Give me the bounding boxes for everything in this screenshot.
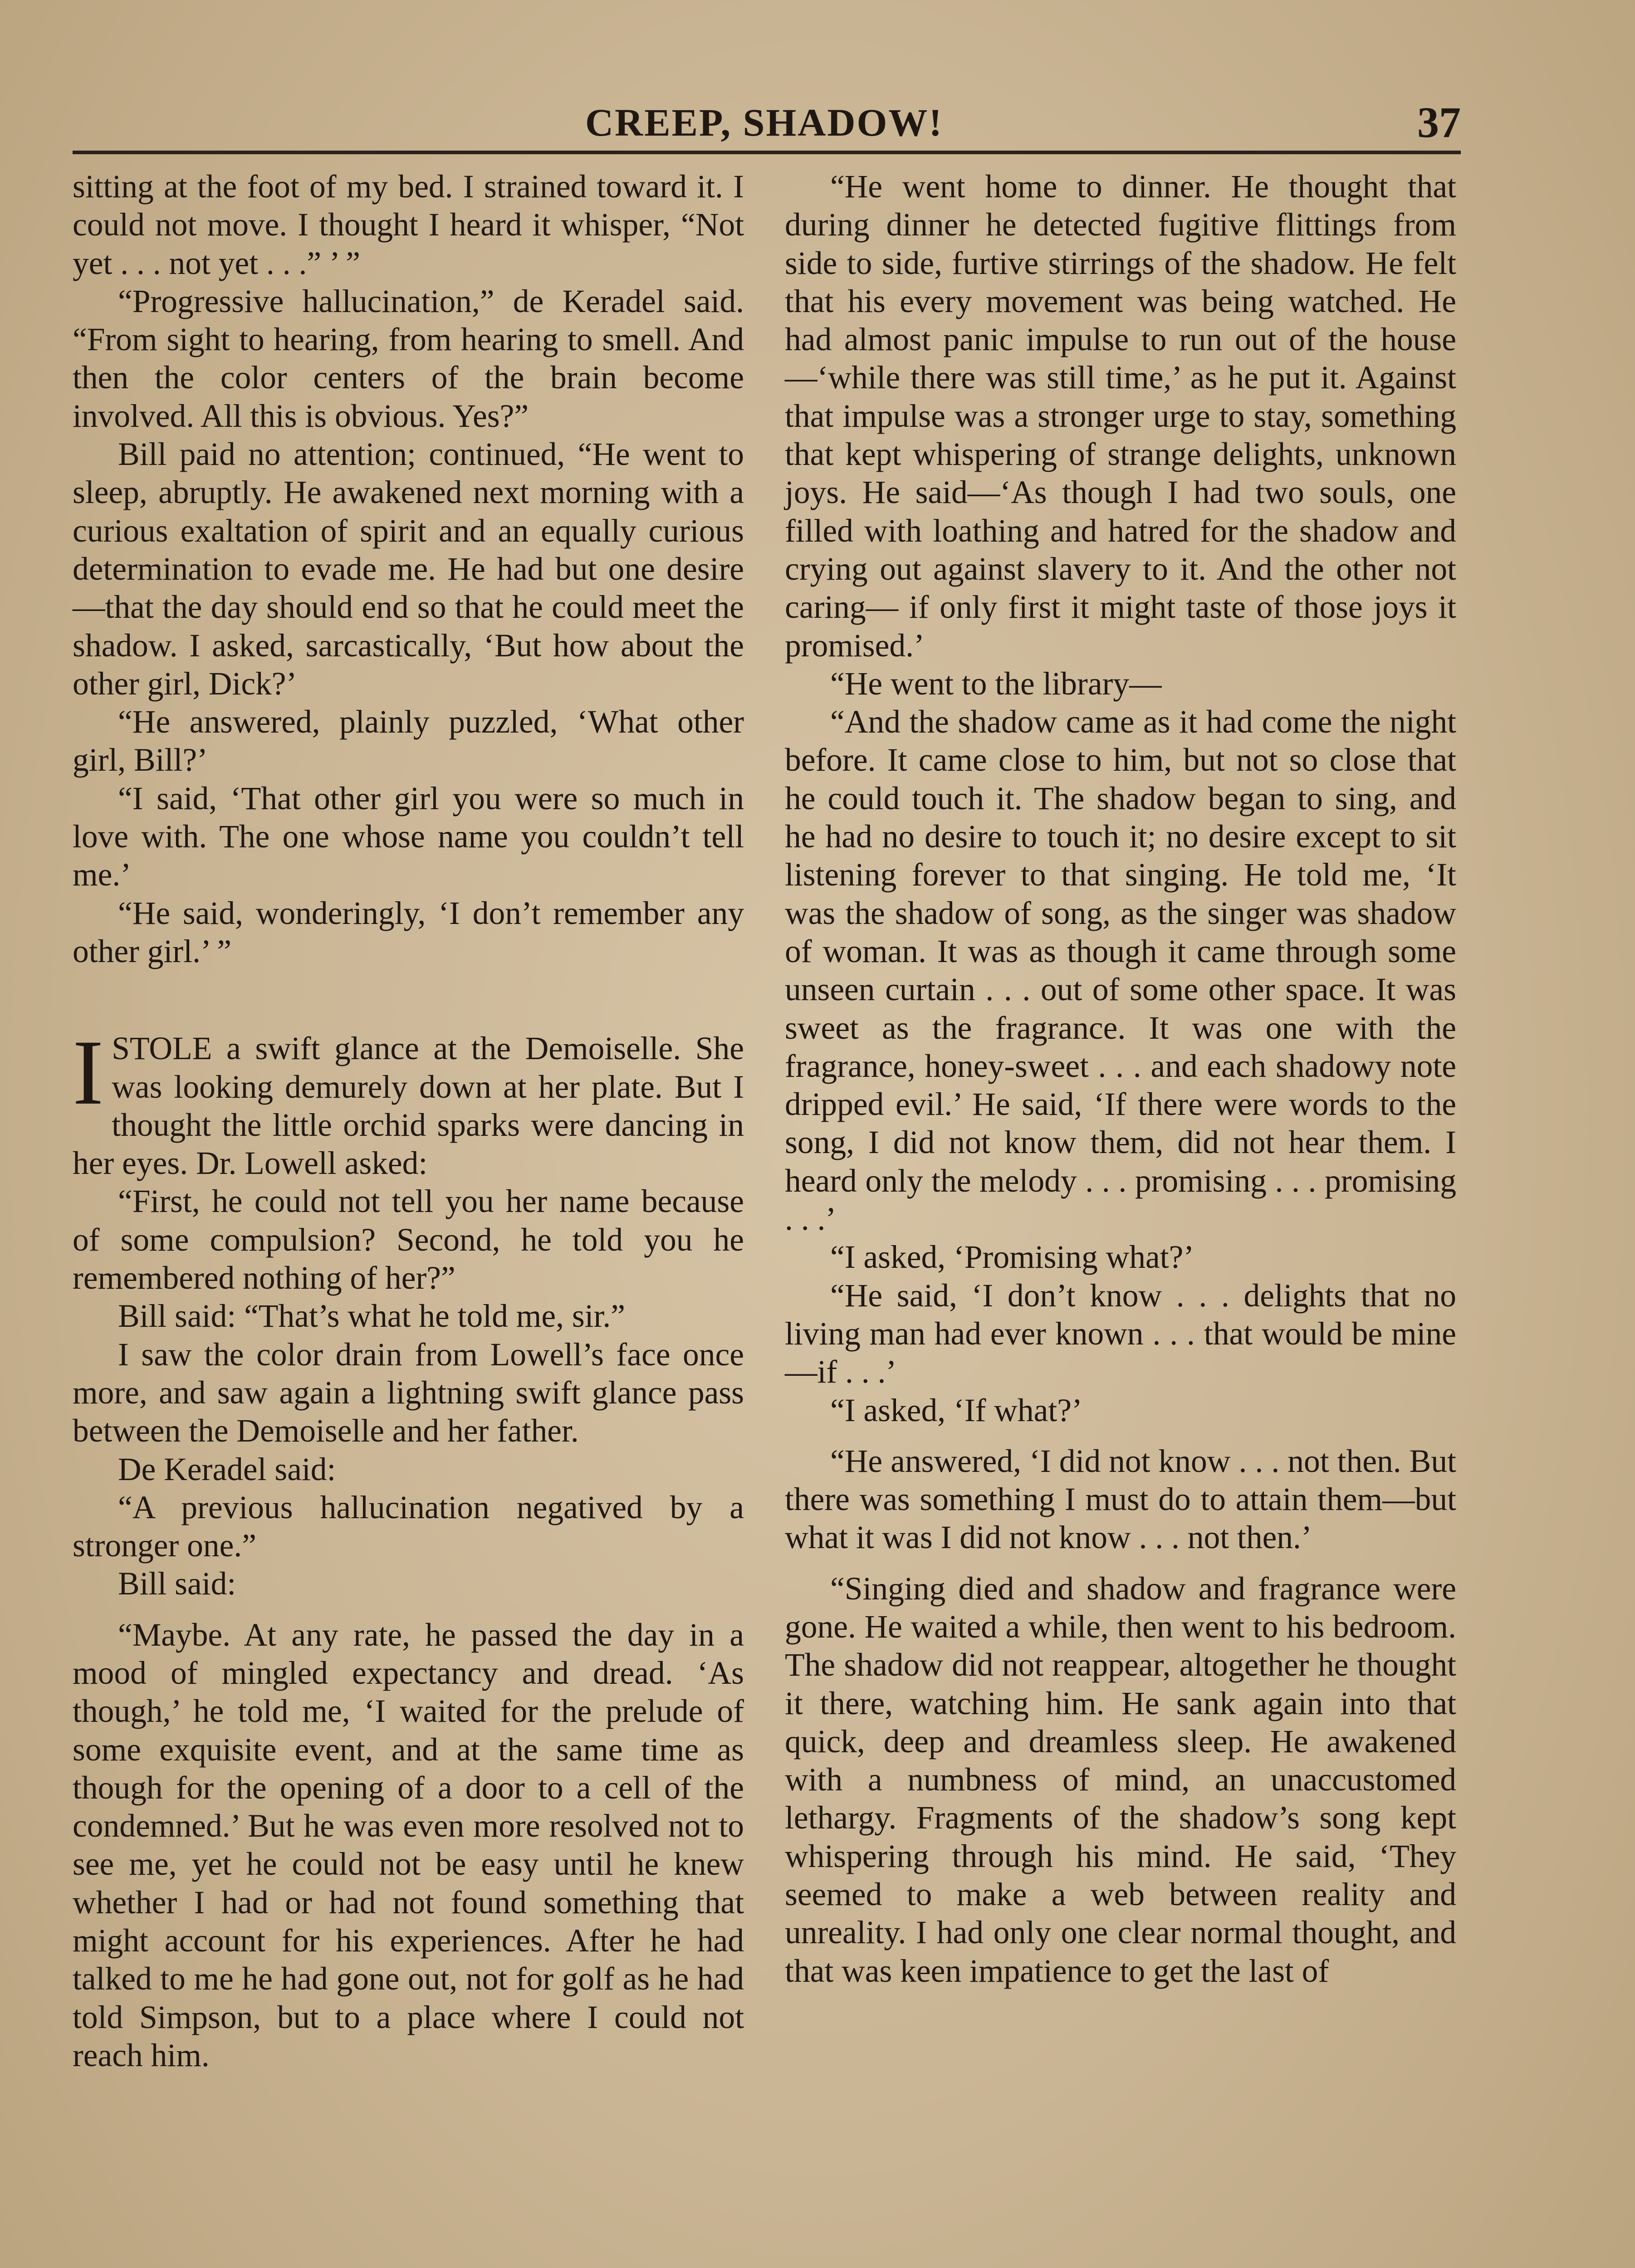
paragraph: sitting at the foot of my bed. I strained toward it. I could not move. I thought I heard it whisper, “Not yet . . . not yet . . .” ’ ” — [73, 169, 744, 281]
left-column — [73, 168, 744, 2075]
section-opening-paragraph — [73, 1021, 744, 1183]
paragraph: “I asked, ‘If what?’ — [830, 1392, 1082, 1428]
paragraph: “He answered, ‘I did not know . . . not then. But there was something I must do to attain them—but what it was I did not know . . . not then.’ — [785, 1443, 1456, 1556]
paragraph: “I said, ‘That other girl you were so much in love with. The one whose name you couldn’t tell me.’ — [73, 780, 744, 893]
paragraph: “He went to the library— — [830, 665, 1162, 702]
paragraph: De Keradel said: — [118, 1451, 336, 1487]
paragraph: “Singing died and shadow and fragrance were gone. He waited a while, then went to his bedroom. The shadow did not reappear, altogether he thought it there, watching him. He sank again into that quick, deep and dreamless sleep. He awakened with a numbness of mind, an unaccustomed lethargy. Fragments of the shadow’s song kept whispering through his mind. He said, ‘They seemed to make a web between reality and unreality. I had only one clear normal thought, and that was keen impatience to get the last of — [785, 1570, 1456, 1989]
drop-cap: I — [73, 1021, 104, 1124]
paragraph: “He said, wonderingly, ‘I don’t remember any other girl.’ ” — [73, 895, 744, 969]
page-number: 37 — [1417, 98, 1461, 147]
paragraph: Bill said: — [118, 1566, 236, 1602]
paragraph: “He went home to dinner. He thought that during dinner he detected fugitive flittings from side to side, furtive stirrings of the shadow. He felt that his every movement was being watched. He had almost panic impulse to run out of the house—‘while there was still time,’ as he put it. Against that impulse was a stronger urge to stay, something that kept whispering of strange delights, unknown joys. He said—‘As though I had two souls, one filled with loathing and hatred for the shadow and crying out against slavery to it. And the other not caring— if only first it might taste of those joys it promised.’ — [785, 169, 1456, 664]
paragraph: “Progressive hallucination,” de Keradel said. “From sight to hearing, from hearing to smell. And then the color centers of the brain become involved. All this is obvious. Yes?” — [73, 283, 744, 434]
page-header — [68, 93, 1461, 152]
header-rule — [73, 151, 1461, 154]
paragraph: “He said, ‘I don’t know . . . delights that no living man had ever known . . . that would be mine—if . . .’ — [785, 1277, 1456, 1390]
paragraph: Bill said: “That’s what he told me, sir.” — [118, 1298, 625, 1334]
opening-text: STOLE a swift glance at the Demoiselle. She was looking demurely down at her plate. But I thought the little orchid sparks were dancing in her eyes. Dr. Lowell asked: — [73, 1031, 744, 1182]
paragraph: “Maybe. At any rate, he passed the day in a mood of mingled expectancy and dread. ‘As though,’ he told me, ‘I waited for the prelude of some exquisite event, and at the same time as though for the opening of a door to a cell of the condemned.’ But he was even more resolved not to see me, yet he could not be easy until he knew whether I had or had not found something that might account for his experiences. After he had talked to me he had gone out, not for golf as he had told Simpson, but to a place where I could not reach him. — [73, 1617, 744, 2073]
paragraph: “He answered, plainly puzzled, ‘What other girl, Bill?’ — [73, 704, 744, 778]
paragraph: “A previous hallucination negatived by a stronger one.” — [73, 1489, 744, 1564]
paragraph: “I asked, ‘Promising what?’ — [830, 1239, 1194, 1276]
paragraph: “First, he could not tell you her name because of some compulsion? Second, he told you he remembered nothing of her?” — [73, 1183, 744, 1296]
paragraph: Bill paid no attention; continued, “He went to sleep, abruptly. He awakened next morning with a curious exaltation of spirit and an equally curious determination to evade me. He had but one desire —that the day should end so that he could meet the shadow. I asked, sarcastically, ‘But how about the other girl, Dick?’ — [73, 436, 744, 702]
paragraph: “And the shadow came as it had come the night before. It came close to him, but not so close that he could touch it. The shadow began to sing, and he had no desire to touch it; no desire except to sit listening forever to that singing. He told me, ‘It was the shadow of song, as the singer was shadow of woman. It was as though it came through some unseen curtain . . . out of some other space. It was sweet as the fragrance. It was one with the fragrance, honey-sweet . . . and each shadowy note dripped evil.’ He said, ‘If there were words to the song, I did not know them, did not hear them. I heard only the melody . . . promising . . . promising . . .’ — [785, 704, 1456, 1237]
right-column — [785, 168, 1456, 1990]
running-title: CREEP, SHADOW! — [585, 101, 944, 144]
paragraph: I saw the color drain from Lowell’s face once more, and saw again a lightning swift glance pass between the Demoiselle and her father. — [73, 1336, 744, 1449]
